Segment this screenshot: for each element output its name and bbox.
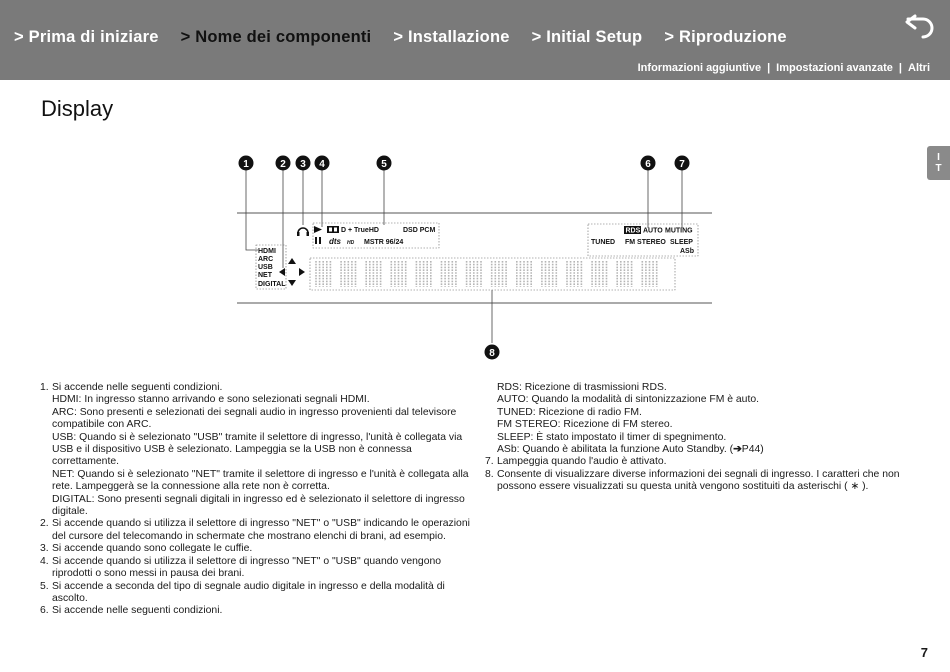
subnav-altri[interactable]: Altri: [908, 62, 930, 74]
nav-riproduzione[interactable]: > Riproduzione: [664, 28, 787, 46]
sub-navigation: [638, 62, 930, 74]
description-item-8: [485, 469, 925, 494]
item-6-detail-rds: RDS: Ricezione di trasmissioni RDS.: [497, 382, 667, 393]
item-1-detail-arc: ARC: Sono presenti e selezionati dei segnali audio in ingresso provenienti dal televisore compatibile con ARC.: [52, 406, 457, 431]
description-item-3: [40, 543, 470, 555]
item-6-detail-auto: AUTO: Quando la modalità di sintonizzazione FM è auto.: [497, 394, 760, 406]
item-text: Si accende quando sono collegate le cuffie.: [52, 543, 253, 555]
callout-1-label: 1: [243, 159, 249, 170]
dolby-icon: [327, 226, 339, 233]
item-number: 6.: [40, 605, 49, 617]
description-left-column: [40, 382, 470, 618]
description-item-5: [40, 581, 470, 606]
item-number: 1.: [40, 382, 49, 393]
main-nav: [14, 28, 787, 47]
top-navigation-bar: [0, 0, 950, 80]
subnav-separator: |: [767, 62, 771, 74]
indicator-asb: ASb: [680, 248, 694, 255]
display-character-cell: [642, 261, 656, 287]
display-character-cell: [567, 261, 581, 287]
indicator-usb: USB: [258, 264, 273, 271]
pause-icon: [315, 237, 317, 244]
indicator-arc: ARC: [258, 256, 274, 263]
display-character-cell: [517, 261, 531, 287]
indicator-sleep: SLEEP: [670, 239, 693, 246]
item-1-detail-hdmi: HDMI: In ingresso stanno arrivando e sono selezionati segnali HDMI.: [52, 394, 370, 406]
callout-6-label: 6: [645, 159, 651, 170]
item-text: Si accende quando si utilizza il selettore di ingresso "NET" o "USB" quando vengono riprodotti o sono messi in pausa dei brani.: [52, 555, 442, 580]
indicator-fm-stereo: FM STEREO: [625, 239, 666, 246]
indicator-dts-hd: HD: [347, 240, 355, 246]
item-6-detail-asb: [485, 444, 925, 456]
callout-7: [675, 156, 690, 171]
subnav-informazioni-aggiuntive[interactable]: Informazioni aggiuntive: [637, 62, 762, 74]
display-character-cell: [341, 261, 355, 287]
item-6-detail-tuned: TUNED: Ricezione di radio FM.: [497, 406, 642, 418]
description-item-7: [485, 456, 925, 468]
callout-4-label: 4: [319, 159, 325, 170]
item-number: 4.: [40, 555, 49, 567]
item-text: Si accende quando si utilizza il selettore di ingresso "NET" o "USB" indicando le operazioni del cursore del telecomando in schermate che mostrano elenchi di brani, ad esempio.: [52, 518, 470, 542]
item-1-detail-net: NET: Quando si è selezionato "NET" tramite il selettore di ingresso e l'unità è collegata alla rete. Lampeggerà se la connessione alla rete non è corretta.: [52, 468, 469, 493]
callout-3-label: 3: [300, 159, 306, 170]
item-1-detail-digital: DIGITAL: Sono presenti segnali digitali in ingresso ed è selezionato il selettore di ingresso digitale.: [52, 493, 465, 518]
asb-page-link[interactable]: P44): [741, 444, 764, 456]
display-character-cell: [366, 261, 380, 287]
display-character-cell: [416, 261, 430, 287]
item-text: Lampeggia quando l'audio è attivato.: [497, 456, 667, 468]
callout-6: [641, 156, 656, 171]
item-text: Si accende a seconda del tipo di segnale audio digitale in ingresso e della modalità di ascolto.: [52, 580, 445, 604]
nav-prima-di-iniziare[interactable]: > Prima di iniziare: [14, 28, 159, 46]
display-diagram: [0, 140, 950, 380]
item-number: 5.: [40, 580, 49, 592]
callout-1: [239, 156, 254, 171]
callout-8: [485, 345, 500, 360]
indicator-mstr: MSTR 96/24: [364, 239, 404, 246]
item-1-detail-usb: USB: Quando si è selezionato "USB" tramite il selettore di ingresso, l'unità è collegata via USB e il dispositivo USB è selezionato. Lampeggia se la USB non è connessa correttamente.: [52, 431, 463, 468]
indicator-auto: AUTO: [643, 227, 663, 235]
nav-installazione[interactable]: > Installazione: [393, 28, 510, 46]
item-6-detail-sleep: SLEEP: È stato impostato il timer di spegnimento.: [497, 431, 727, 443]
indicator-dolby-truehd: D + TrueHD: [341, 227, 379, 234]
indicator-tuned: TUNED: [591, 239, 616, 246]
item-number: 3.: [40, 543, 49, 555]
item-text: Consente di visualizzare diverse informazioni dei segnali di ingresso. I caratteri che non possono essere visualizzati su questa unità vengono sostituiti da asterischi ( ∗ ).: [497, 468, 900, 493]
display-character-cell: [617, 261, 631, 287]
callout-leaders: [246, 170, 682, 343]
subnav-separator: |: [898, 62, 902, 74]
display-character-cell: [316, 261, 330, 287]
callout-7-label: 7: [679, 159, 685, 170]
description-item-2: [40, 518, 470, 543]
callout-5-label: 5: [381, 159, 387, 170]
description-right-column: [485, 382, 925, 494]
message-display-characters: [316, 261, 657, 287]
language-tab-line2: T: [935, 163, 942, 174]
description-item-1: [40, 382, 470, 394]
display-character-cell: [442, 261, 456, 287]
description-item-4: [40, 556, 470, 581]
description-item-6: [40, 605, 470, 617]
display-character-cell: [542, 261, 556, 287]
indicator-dts: dts: [329, 237, 341, 246]
indicator-dsd-pcm: DSD PCM: [403, 227, 436, 234]
page-reference-arrow-icon: ➔: [733, 444, 742, 456]
return-arrow-icon[interactable]: [903, 10, 939, 40]
page-title: Display: [41, 96, 114, 121]
callout-2-label: 2: [280, 159, 286, 170]
indicator-rds: RDS: [625, 227, 641, 235]
item-6-detail-fm-stereo: FM STEREO: Ricezione di FM stereo.: [497, 419, 673, 431]
page-number: 7: [920, 645, 928, 660]
item-number: 2.: [40, 518, 49, 530]
input-indicators: [258, 248, 286, 288]
asb-text: ASb: Quando è abilitata la funzione Auto Standby. (: [497, 444, 734, 456]
item-number: 8.: [485, 468, 494, 480]
subnav-impostazioni-avanzate[interactable]: Impostazioni avanzate: [776, 62, 893, 74]
callout-2: [276, 156, 291, 171]
display-character-cell: [467, 261, 481, 287]
nav-initial-setup[interactable]: > Initial Setup: [531, 28, 643, 46]
item-number: 7.: [485, 456, 494, 468]
indicator-hdmi: HDMI: [258, 248, 276, 255]
item-text: Si accende nelle seguenti condizioni.: [52, 605, 223, 617]
nav-nome-dei-componenti[interactable]: > Nome dei componenti: [180, 28, 372, 46]
display-character-cell: [492, 261, 506, 287]
item-text: Si accende nelle seguenti condizioni.: [52, 382, 223, 393]
indicator-muting: MUTING: [665, 227, 693, 235]
indicator-digital: DIGITAL: [258, 281, 286, 288]
callout-8-label: 8: [489, 348, 495, 359]
display-character-cell: [391, 261, 405, 287]
indicator-net: NET: [258, 272, 272, 279]
play-icon: [314, 226, 322, 233]
callout-3: [296, 156, 311, 171]
callout-4: [315, 156, 330, 171]
display-character-cell: [592, 261, 606, 287]
language-tab-line1: I: [937, 152, 940, 163]
callout-5: [377, 156, 392, 171]
message-display-box: [310, 258, 675, 290]
